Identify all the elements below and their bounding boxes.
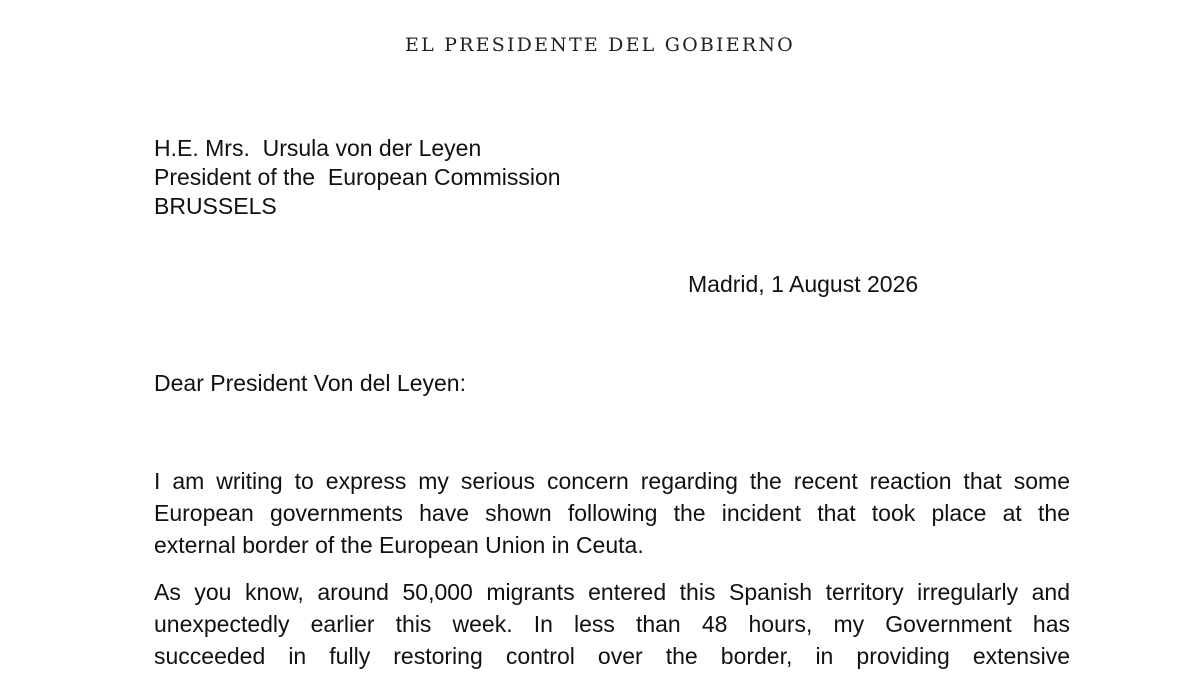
paragraph-2-line-3: succeeded in fully restoring control over the border, in providing extensive [154,643,1070,669]
salutation: Dear President Von del Leyen: [154,370,466,396]
paragraph-2 [154,576,1070,672]
paragraph-1 [154,465,1070,561]
paragraph-1-line-1: I am writing to express my serious concern regarding the recent reaction that some [154,468,1070,494]
letterhead: EL PRESIDENTE DEL GOBIERNO [405,34,795,56]
addressee-name: H.E. Mrs. Ursula von der Leyen [154,135,482,161]
paragraph-2-line-1: As you know, around 50,000 migrants entered this Spanish territory irregularly and [154,579,1070,605]
paragraph-2-line-2: unexpectedly earlier this week. In less than 48 hours, my Government has [154,611,1070,637]
dateline: Madrid, 1 August 2026 [688,271,919,297]
paragraph-1-line-2: European governments have shown following the incident that took place at the [154,500,1070,526]
addressee-city: BRUSSELS [154,193,277,219]
addressee-title: President of the European Commission [154,164,561,190]
paragraph-1-line-3: external border of the European Union in Ceuta. [154,532,644,558]
addressee-block [154,134,561,221]
